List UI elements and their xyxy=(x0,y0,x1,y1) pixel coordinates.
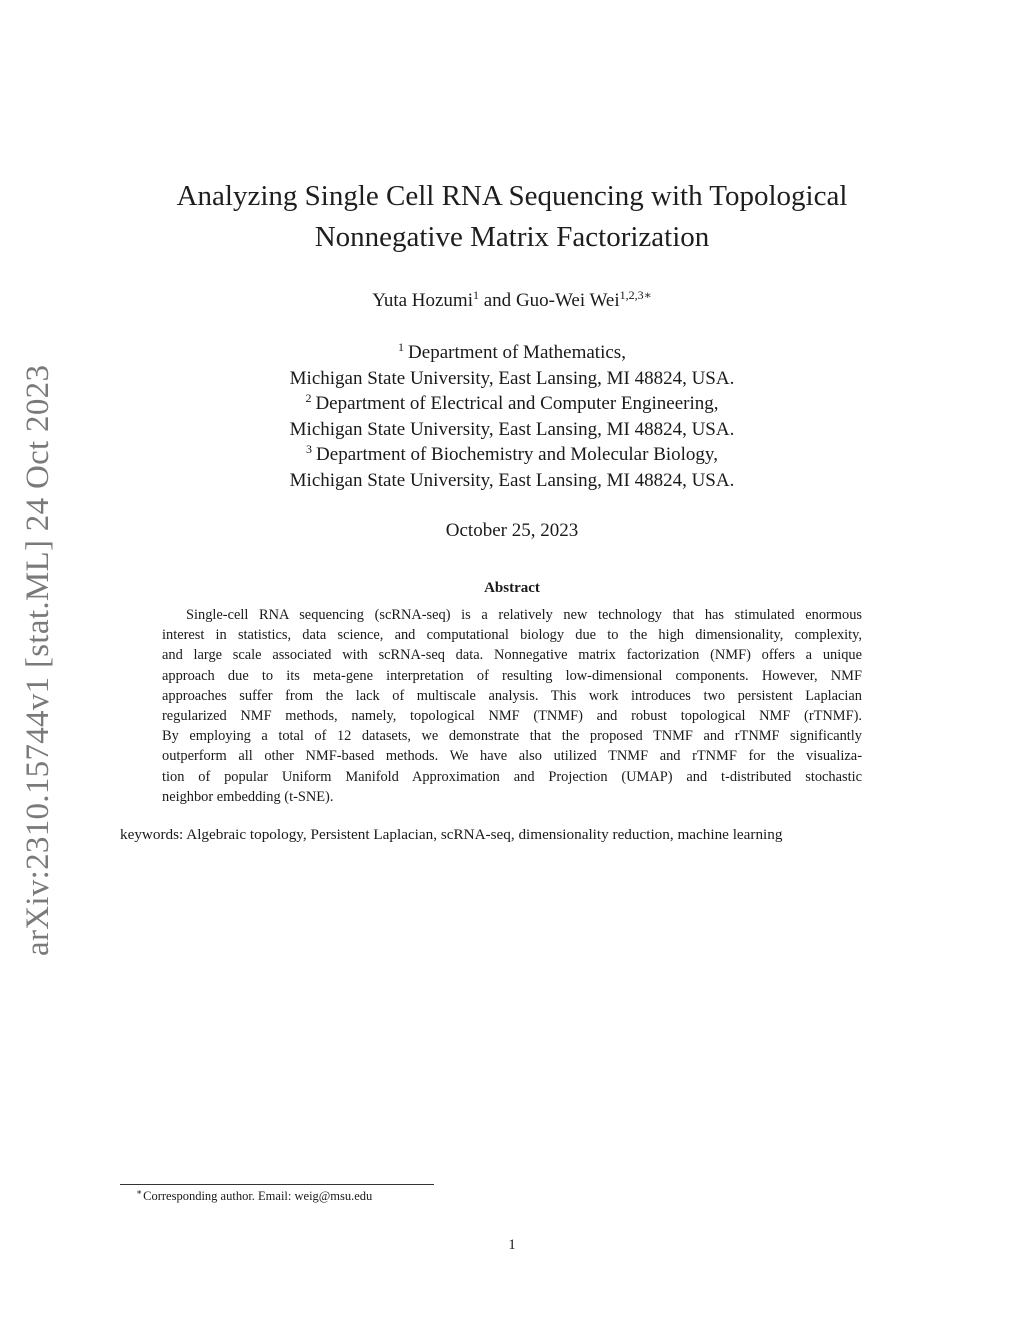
abstract-line: tion of popular Uniform Manifold Approximation and Projection (UMAP) and t-distributed stochastic xyxy=(162,768,862,785)
abstract-line: approaches suffer from the lack of multiscale analysis. This work introduces two persistent Laplacian xyxy=(162,687,862,704)
title-line-1: Analyzing Single Cell RNA Sequencing with Topological xyxy=(176,180,848,212)
footnote xyxy=(136,1187,372,1205)
paper-title xyxy=(112,176,912,258)
affiliations xyxy=(112,340,912,494)
affiliation-institution: Michigan State University, East Lansing, MI 48824, USA. xyxy=(289,469,735,491)
author-affiliation-mark: 1,2,3∗ xyxy=(619,288,652,302)
abstract-line: By employing a total of 12 datasets, we demonstrate that the proposed TNMF and rTNMF significantly xyxy=(162,728,862,745)
affiliation-institution: Michigan State University, East Lansing, MI 48824, USA. xyxy=(289,367,735,389)
abstract-line: and large scale associated with scRNA-seq data. Nonnegative matrix factorization (NMF) offers a unique xyxy=(162,647,862,664)
affiliation-institution: Michigan State University, East Lansing, MI 48824, USA. xyxy=(289,418,735,440)
abstract-line: Single-cell RNA sequencing (scRNA-seq) is a relatively new technology that has stimulated enormous xyxy=(186,607,862,623)
arxiv-identifier-text: arXiv:2310.15744v1 [stat.ML] 24 Oct 2023 xyxy=(20,364,56,956)
affiliation-department: $^2$ Department of Electrical and Computer Engineering, xyxy=(305,391,719,415)
publication-date: October 25, 2023 xyxy=(445,520,579,541)
affiliation-department: $^3$ Department of Biochemistry and Molecular Biology, xyxy=(306,442,718,466)
author-name: Guo-Wei Wei xyxy=(515,290,620,311)
page-number: 1 xyxy=(508,1237,516,1253)
affiliation-department: $^1$ Department of Mathematics, xyxy=(398,340,626,363)
author-conjunction: and xyxy=(483,290,512,311)
footnote-divider xyxy=(120,1184,434,1185)
author-name: Yuta Hozumi xyxy=(372,290,473,311)
abstract-line: interest in statistics, data science, and computational biology due to the high dimensionality, complexity, xyxy=(162,627,862,644)
affiliation-mark: 3 xyxy=(306,442,313,457)
arxiv-identifier xyxy=(12,350,72,960)
keywords: keywords: Algebraic topology, Persistent Laplacian, scRNA-seq, dimensionality reduction, machine learning xyxy=(120,826,783,843)
affiliation-mark: 2 xyxy=(305,391,312,406)
abstract-heading: Abstract xyxy=(484,580,540,596)
affiliation-mark: 1 xyxy=(398,340,405,354)
abstract-line: approach due to its meta-gene interpretation of resulting low-dimensional components. However, NMF xyxy=(162,667,862,684)
author-list xyxy=(112,288,912,314)
footnote-mark: ∗ xyxy=(136,1187,143,1197)
abstract-line: neighbor embedding (t-SNE). xyxy=(162,788,334,805)
title-line-2: Nonnegative Matrix Factorization xyxy=(314,221,710,253)
abstract-line: outperform all other NMF-based methods. We have also utilized TNMF and rTNMF for the visualiza- xyxy=(162,748,862,765)
abstract-line: regularized NMF methods, namely, topological NMF (TNMF) and robust topological NMF (rTNMF). xyxy=(162,708,862,725)
author-affiliation-mark: 1 xyxy=(473,288,479,302)
abstract-body xyxy=(162,605,862,807)
footnote-text: Corresponding author. Email: weig@msu.edu xyxy=(143,1189,373,1203)
